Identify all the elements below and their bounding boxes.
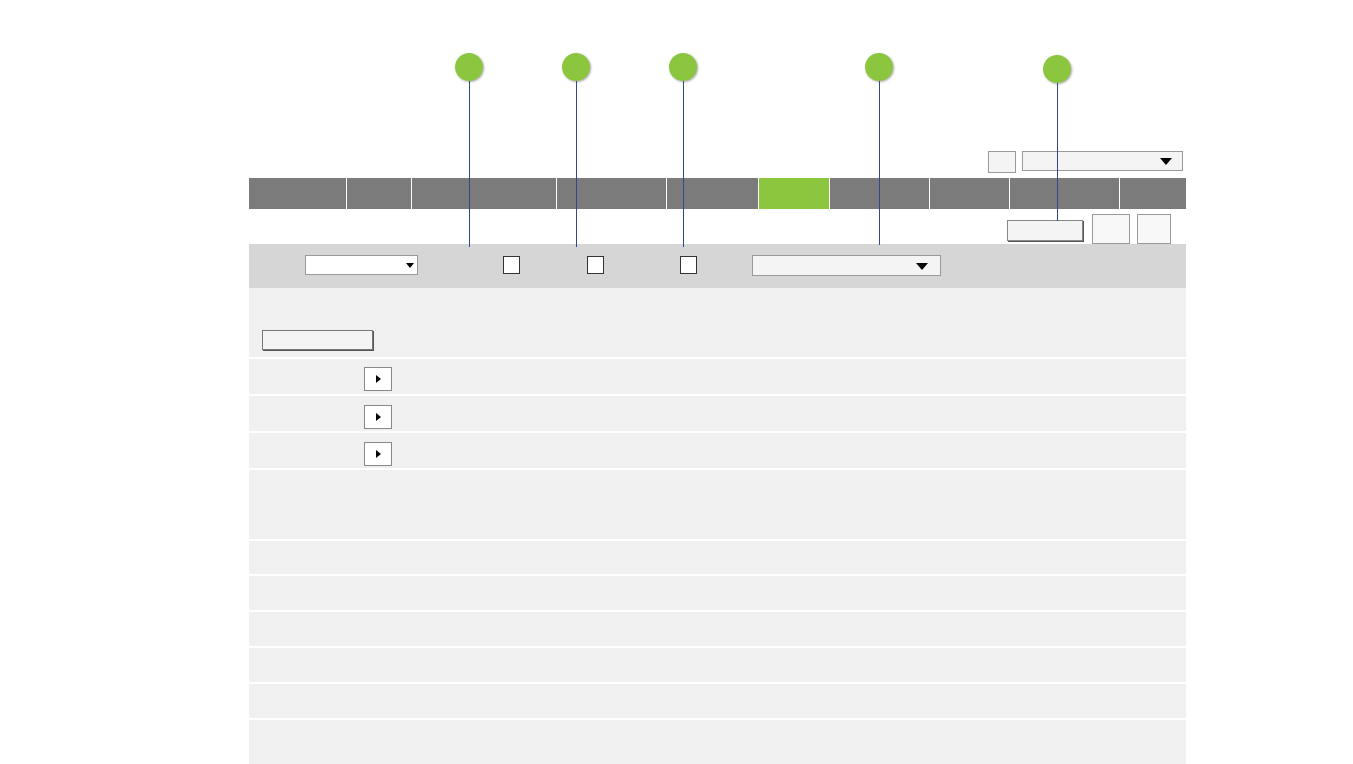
jazzit-columns-window bbox=[249, 120, 1186, 764]
chevron-down-icon bbox=[1160, 158, 1172, 165]
two-year-options-dropdown[interactable] bbox=[752, 255, 941, 276]
expand-balance-sheet-button[interactable] bbox=[364, 405, 392, 429]
tab-engagement[interactable] bbox=[557, 178, 667, 209]
chevron-down-icon bbox=[406, 263, 414, 268]
divider bbox=[249, 610, 1186, 612]
callout-line bbox=[879, 81, 880, 245]
main-tabs bbox=[249, 178, 1186, 209]
budget-checkbox[interactable] bbox=[503, 256, 520, 274]
callout-line bbox=[576, 81, 577, 247]
divider bbox=[249, 394, 1186, 396]
divider bbox=[249, 357, 1186, 359]
callout-badge bbox=[1043, 55, 1071, 83]
connection-info-button[interactable] bbox=[988, 151, 1016, 173]
tab-display[interactable] bbox=[347, 178, 412, 209]
tab-admin[interactable] bbox=[1120, 178, 1186, 209]
callout-badge bbox=[562, 53, 590, 81]
plusminus-checkbox[interactable] bbox=[587, 256, 604, 274]
callout-line bbox=[1057, 83, 1058, 221]
callout-line bbox=[469, 81, 470, 247]
callout-badge bbox=[669, 53, 697, 81]
divider bbox=[249, 539, 1186, 541]
callout-badge bbox=[455, 53, 483, 81]
callout-line bbox=[683, 81, 684, 247]
close-icon[interactable] bbox=[1137, 214, 1171, 244]
tab-signature-lines[interactable] bbox=[1010, 178, 1120, 209]
totals-select[interactable] bbox=[305, 255, 418, 275]
jazzit-resources-dropdown[interactable] bbox=[1022, 151, 1183, 171]
divider bbox=[249, 646, 1186, 648]
divider bbox=[249, 682, 1186, 684]
divider bbox=[249, 718, 1186, 720]
expand-income-stmt-button[interactable] bbox=[364, 367, 392, 391]
expand-cash-flows-button[interactable] bbox=[364, 442, 392, 466]
divider bbox=[249, 431, 1186, 433]
tab-short-year[interactable] bbox=[930, 178, 1010, 209]
forex-checkbox[interactable] bbox=[680, 256, 697, 274]
load-defaults-button[interactable] bbox=[262, 330, 373, 350]
chevron-down-icon bbox=[916, 263, 928, 270]
divider bbox=[249, 574, 1186, 576]
divider bbox=[249, 468, 1186, 470]
tab-columns[interactable] bbox=[759, 178, 830, 209]
tab-rounding[interactable] bbox=[412, 178, 557, 209]
callout-badge bbox=[865, 53, 893, 81]
tab-client-profile[interactable] bbox=[667, 178, 759, 209]
tab-diagnostics[interactable] bbox=[249, 178, 347, 209]
column-settings-panel bbox=[249, 288, 1186, 764]
show-all-button[interactable] bbox=[1007, 220, 1083, 241]
tab-page-options[interactable] bbox=[830, 178, 930, 209]
info-icon[interactable] bbox=[1092, 214, 1130, 244]
